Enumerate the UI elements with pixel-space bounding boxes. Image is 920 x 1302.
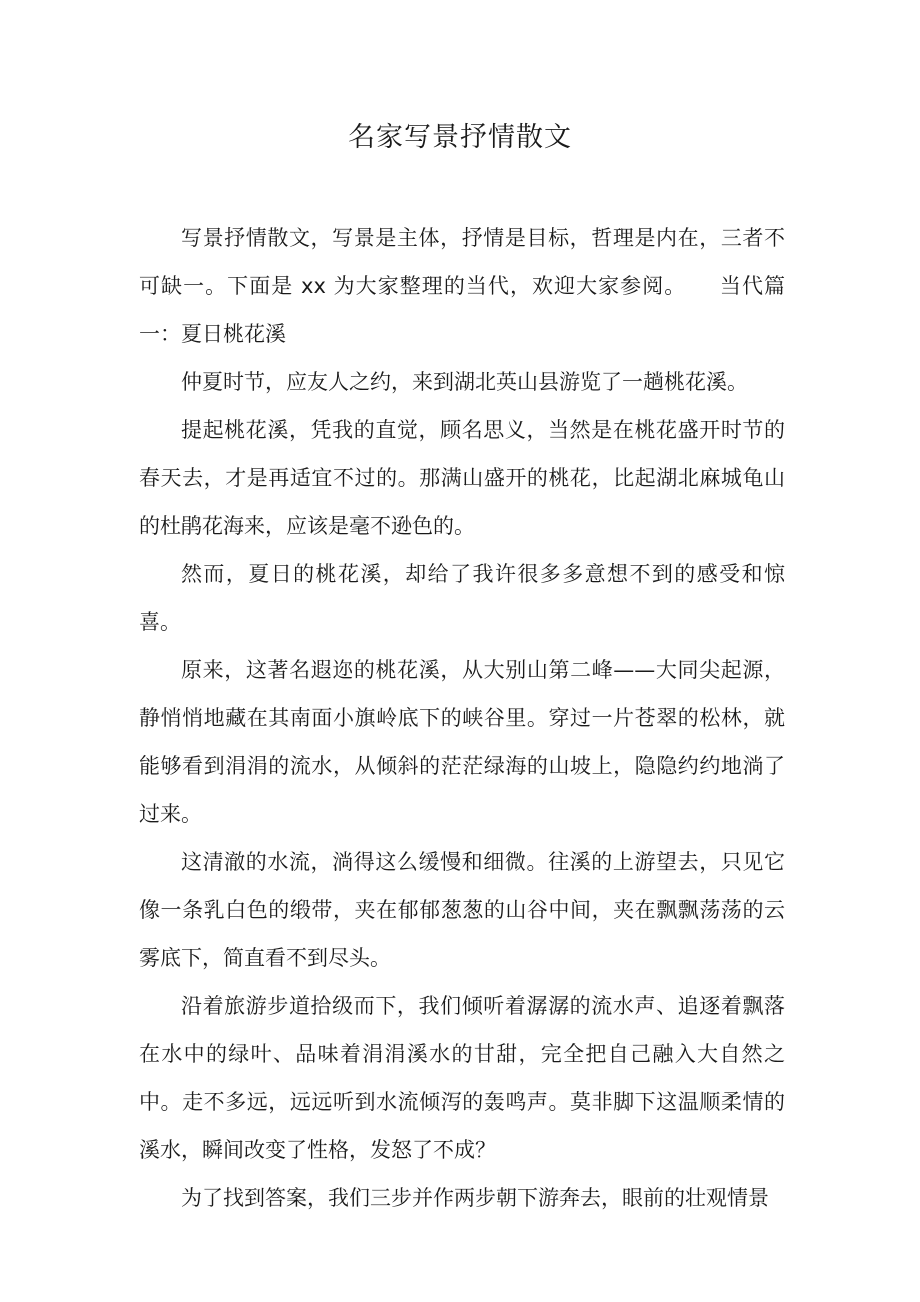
article-body	[139, 214, 785, 1222]
paragraph: 这清澈的水流，淌得这么缓慢和细微。往溪的上游望去，只见它像一条乳白色的缎带，夹在郁郁葱葱的山谷中间，夹在飘飘荡荡的云雾底下，简直看不到尽头。	[139, 850, 785, 970]
paragraph: 然而，夏日的桃花溪，却给了我许很多多意想不到的感受和惊喜。	[139, 562, 785, 634]
paragraph: 为了找到答案，我们三步并作两步朝下游奔去，眼前的壮观情景	[181, 1186, 769, 1210]
paragraph: 原来，这著名遐迩的桃花溪，从大别山第二峰——大同尖起源，静悄悄地藏在其南面小旗岭底下的峡谷里。穿过一片苍翠的松林，就能够看到涓涓的流水，从倾斜的茫茫绿海的山坡上，隐隐约约地淌了过来。	[139, 658, 785, 826]
paragraph: 沿着旅游步道拾级而下，我们倾听着潺潺的流水声、追逐着飘落在水中的绿叶、品味着涓涓溪水的甘甜，完全把自己融入大自然之中。走不多远，远远听到水流倾泻的轰鸣声。莫非脚下这温顺柔情的溪水，瞬间改变了性格，发怒了不成？	[139, 994, 785, 1162]
paragraph-intro: 写景抒情散文，写景是主体，抒情是目标，哲理是内在，三者不可缺一。下面是 xx 为大家整理的当代，欢迎大家参阅。 当代篇一：夏日桃花溪	[139, 226, 785, 346]
page-title: 名家写景抒情散文	[348, 122, 572, 153]
paragraph: 仲夏时节，应友人之约，来到湖北英山县游览了一趟桃花溪。	[181, 370, 748, 394]
paragraph: 提起桃花溪，凭我的直觉，顾名思义，当然是在桃花盛开时节的春天去，才是再适宜不过的。那满山盛开的桃花，比起湖北麻城龟山的杜鹃花海来，应该是毫不逊色的。	[139, 418, 785, 538]
